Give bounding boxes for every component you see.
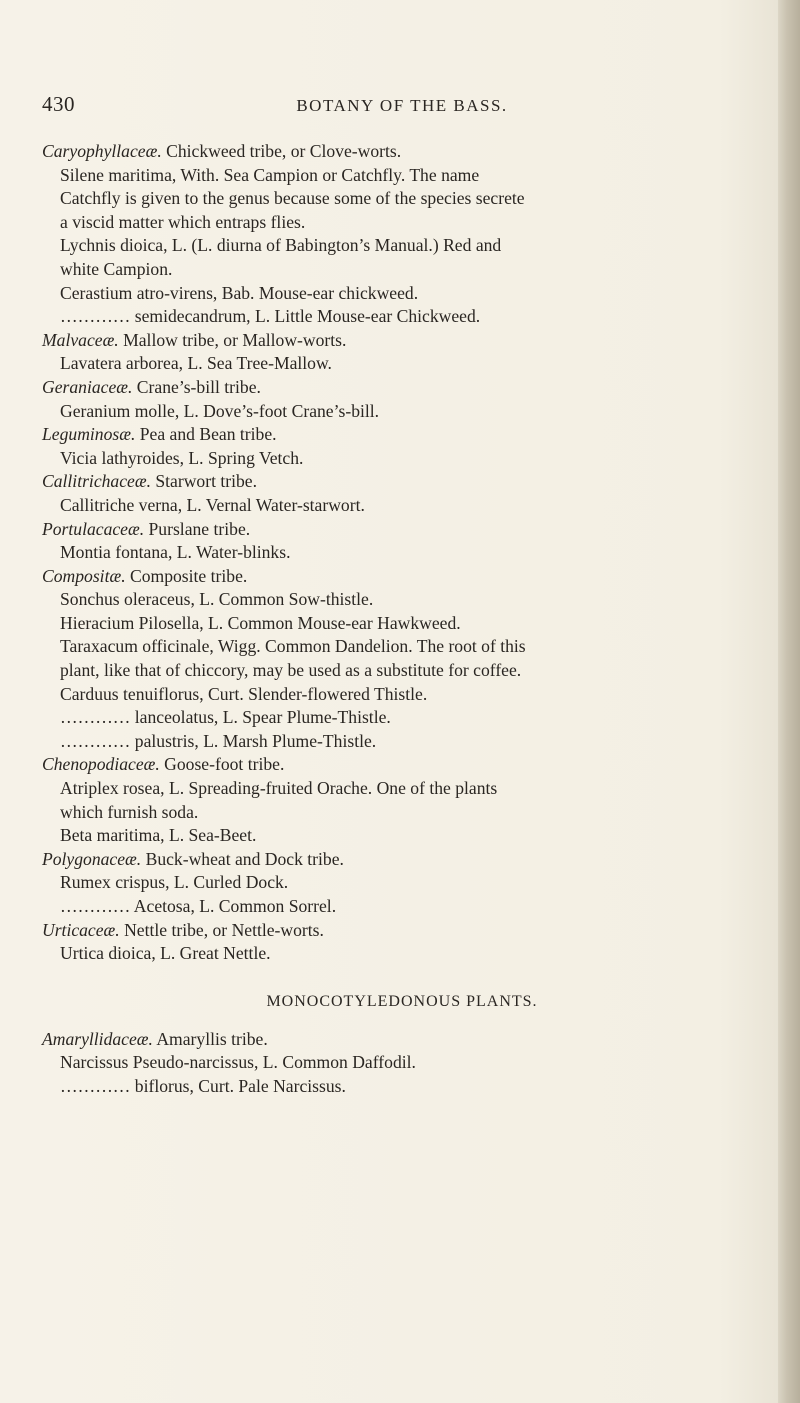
family-entry [42,470,762,494]
species-entry: Sonchus oleraceus, L. Common Sow-thistle. [60,589,374,610]
family-name: Malvaceæ. [42,329,119,350]
page-gutter-shadow [778,0,800,1403]
family-entry [42,753,762,777]
species-entry: Cerastium atro-virens, Bab. Mouse-ear chickweed. [60,282,419,303]
species-entry: Taraxacum officinale, Wigg. Common Dandelion. The root of this [60,636,526,657]
family-name: Chenopodiaceæ. [42,754,160,775]
dicotyledon-list [42,140,762,966]
family-description: Mallow tribe, or Mallow-worts. [118,329,347,350]
family-description: Pea and Bean tribe. [135,424,277,445]
family-description: Buck-wheat and Dock tribe. [141,848,344,869]
family-description: Goose-foot tribe. [159,754,285,775]
running-title: BOTANY OF THE BASS. [296,96,508,115]
species-entry: Callitriche verna, L. Vernal Water-starwort. [60,494,365,515]
family-entry [42,329,762,353]
family-entry [42,140,762,164]
species-entry: Geranium molle, L. Dove’s-foot Crane’s-bill. [60,400,380,421]
species-entry: Urtica dioica, L. Great Nettle. [60,943,271,964]
entry-continuation: Catchfly is given to the genus because some of the species secrete [60,188,525,209]
family-name: Compositæ. [42,565,126,586]
family-description: Nettle tribe, or Nettle-worts. [119,919,324,940]
species-entry: Vicia lathyroides, L. Spring Vetch. [60,447,304,468]
species-entry: Hieracium Pilosella, L. Common Mouse-ear Hawkweed. [60,612,461,633]
family-name: Leguminosæ. [42,424,136,445]
family-name: Geraniaceæ. [42,376,133,397]
species-entry: Lavatera arborea, L. Sea Tree-Mallow. [60,353,332,374]
page-body [42,140,762,1099]
monocotyledon-list [42,1028,762,1099]
family-description: Purslane tribe. [144,518,251,539]
family-description: Chickweed tribe, or Clove-worts. [161,141,402,161]
species-entry: Carduus tenuiflorus, Curt. Slender-flowered Thistle. [60,683,428,704]
family-name: Portulacaceæ. [42,518,145,539]
species-entry: Narcissus Pseudo-narcissus, L. Common Daffodil. [60,1052,416,1073]
page-header [42,92,762,122]
species-entry: Lychnis dioica, L. (L. diurna of Babington’s Manual.) Red and [60,235,502,256]
family-name: Polygonaceæ. [42,848,142,869]
family-entry [42,518,762,542]
family-description: Starwort tribe. [150,471,258,492]
family-entry [42,565,762,589]
page-number: 430 [42,92,75,116]
species-entry: ………… Acetosa, L. Common Sorrel. [60,896,337,916]
family-entry [42,919,762,943]
entry-continuation: which furnish soda. [60,801,199,822]
family-description: Composite tribe. [125,565,248,586]
family-name: Callitrichaceæ. [42,471,151,492]
family-entry [42,423,762,447]
species-entry: Atriplex rosea, L. Spreading-fruited Orache. One of the plants [60,778,498,799]
species-entry: ………… lanceolatus, L. Spear Plume-Thistle. [60,707,391,728]
species-entry: ………… semidecandrum, L. Little Mouse-ear Chickweed. [60,306,481,327]
species-entry: Montia fontana, L. Water-blinks. [60,542,291,563]
species-entry: Beta maritima, L. Sea-Beet. [60,825,257,846]
family-entry [42,376,762,400]
family-name: Caryophyllaceæ. [42,141,162,161]
species-entry: ………… biflorus, Curt. Pale Narcissus. [60,1075,346,1096]
family-name: Urticaceæ. [42,919,120,940]
entry-continuation: white Campion. [60,258,173,279]
section-heading: MONOCOTYLEDONOUS PLANTS. [266,992,538,1010]
species-entry: Silene maritima, With. Sea Campion or Catchfly. The name [60,164,480,185]
family-description: Amaryllis tribe. [152,1028,268,1049]
entry-continuation: a viscid matter which entraps flies. [60,211,306,232]
entry-continuation: plant, like that of chiccory, may be used as a substitute for coffee. [60,660,522,681]
family-description: Crane’s-bill tribe. [132,376,261,397]
species-entry: Rumex crispus, L. Curled Dock. [60,872,289,893]
species-entry: ………… palustris, L. Marsh Plume-Thistle. [60,730,377,751]
family-entry [42,1028,762,1052]
family-name: Amaryllidaceæ. [42,1028,153,1049]
family-entry [42,848,762,872]
